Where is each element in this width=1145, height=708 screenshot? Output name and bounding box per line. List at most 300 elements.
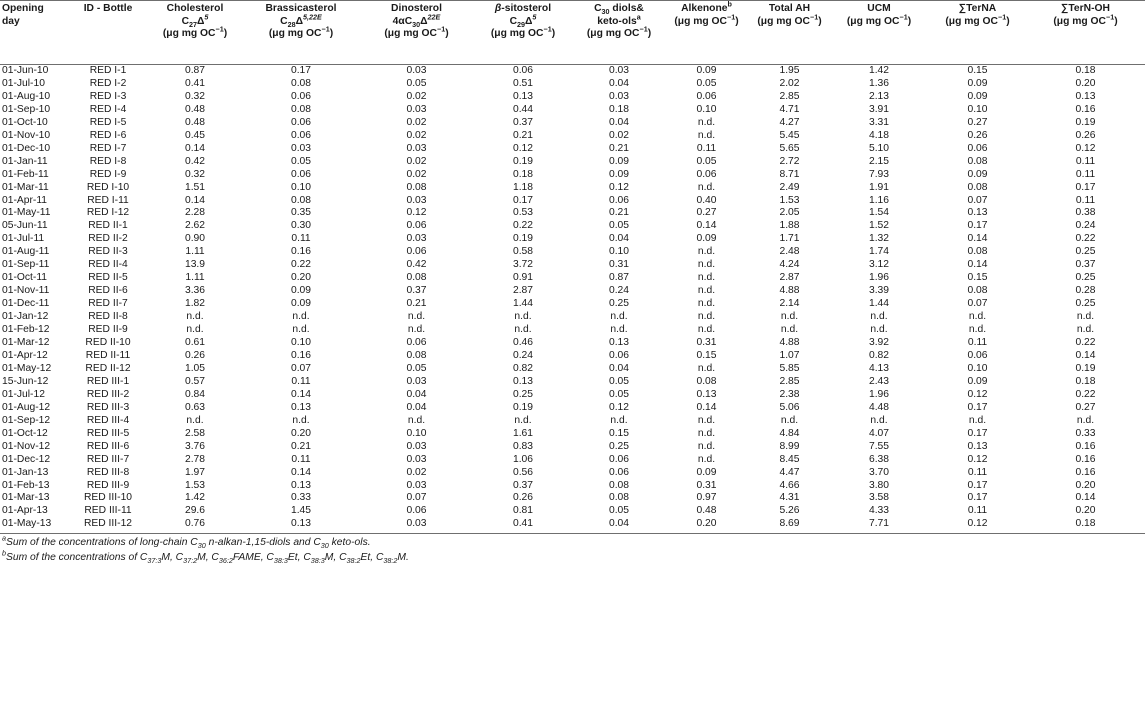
cell-ternoh: 0.33 (1075, 427, 1096, 439)
cell-ucm: 1.96 (868, 388, 890, 400)
cell-bras: 0.20 (290, 272, 312, 284)
cell-sito: 3.72 (512, 259, 534, 271)
cell-terna: 0.13 (967, 207, 988, 219)
cell-diol: n.d. (610, 311, 628, 323)
cell-diol: 0.25 (608, 440, 630, 452)
cell-ucm: 3.70 (868, 466, 890, 478)
cell-chol: 2.28 (184, 207, 206, 219)
cell-alk: 0.10 (696, 103, 717, 115)
cell-chol: 3.36 (184, 285, 206, 297)
cell-bras: 0.13 (290, 479, 312, 491)
cell-day: 01-Nov-10 (2, 129, 51, 141)
table-row (0, 441, 1145, 454)
cell-tah: 2.38 (779, 388, 800, 400)
cell-bras: 0.10 (290, 181, 312, 193)
cell-alk: n.d. (697, 362, 716, 374)
cell-bras: n.d. (292, 324, 310, 336)
cell-sito: 0.58 (512, 246, 534, 258)
cell-alk: 0.13 (696, 388, 717, 400)
cell-chol: 0.61 (184, 337, 206, 349)
cell-diol: 0.09 (608, 155, 630, 167)
cell-bras: 0.16 (290, 349, 312, 361)
table-row (0, 130, 1145, 143)
table-row (0, 143, 1145, 156)
cell-ucm: 1.91 (868, 181, 890, 193)
cell-chol: 0.76 (184, 518, 206, 530)
cell-bras: 0.06 (290, 90, 312, 102)
cell-diol: 0.10 (608, 246, 630, 258)
cell-id: RED II-6 (88, 285, 128, 297)
cell-day: 01-Mar-12 (2, 337, 50, 349)
cell-chol: 0.84 (184, 388, 206, 400)
cell-alk: n.d. (697, 453, 716, 465)
cell-dino: 0.06 (406, 220, 427, 232)
cell-sito: 0.13 (512, 90, 534, 102)
table-row (0, 363, 1145, 376)
table-row (0, 428, 1145, 441)
cell-chol: 0.63 (184, 401, 206, 413)
cell-ternoh: 0.17 (1075, 181, 1096, 193)
table-row (0, 220, 1145, 233)
table-row (0, 272, 1145, 285)
table-row (0, 169, 1145, 182)
cell-id: RED II-1 (88, 220, 128, 232)
cell-alk: n.d. (697, 181, 716, 193)
cell-ucm: 1.54 (868, 207, 890, 219)
cell-id: RED I-5 (89, 116, 127, 128)
table-header (0, 1, 1145, 65)
cell-dino: 0.04 (406, 401, 427, 413)
cell-alk: n.d. (697, 285, 716, 297)
header-row (0, 1, 1145, 65)
cell-tah: n.d. (780, 311, 799, 323)
cell-bras: n.d. (292, 311, 310, 323)
cell-chol: n.d. (186, 414, 204, 426)
cell-day: 15-Jun-12 (2, 375, 49, 387)
cell-ternoh: 0.25 (1075, 298, 1096, 310)
cell-dino: 0.02 (406, 168, 427, 180)
cell-sito: 0.53 (512, 207, 534, 219)
cell-ternoh: 0.20 (1075, 479, 1096, 491)
cell-bras: 0.21 (290, 440, 312, 452)
cell-chol: n.d. (186, 324, 204, 336)
cell-sito: 1.44 (512, 298, 534, 310)
cell-diol: 0.04 (608, 77, 630, 89)
footnote-a: $^a$Sum of the concentrations of long-chain $C_{30}$ n-alkan-1,15-diols and $C_{30}$ keto-ols. (2, 533, 371, 551)
cell-day: 01-Sep-12 (2, 414, 51, 426)
cell-tah: n.d. (780, 324, 799, 336)
cell-dino: 0.06 (406, 337, 427, 349)
cell-tah: 1.53 (779, 194, 800, 206)
cell-tah: 5.06 (779, 401, 800, 413)
cell-terna: 0.08 (967, 285, 988, 297)
table-row (0, 311, 1145, 324)
cell-alk: 0.40 (696, 194, 717, 206)
cell-terna: 0.14 (967, 259, 988, 271)
cell-id: RED I-3 (89, 90, 127, 102)
cell-dino: 0.08 (406, 349, 427, 361)
cell-chol: 1.97 (184, 466, 206, 478)
cell-diol: 0.05 (608, 505, 630, 517)
cell-alk: 0.09 (696, 233, 717, 245)
cell-diol: 0.06 (608, 194, 630, 206)
cell-bras: 0.20 (290, 427, 312, 439)
cell-day: 01-May-12 (2, 362, 52, 374)
cell-terna: 0.26 (967, 129, 988, 141)
column-header-ucm: UCM (μg mg $OC^{-1}$) (846, 3, 912, 27)
cell-bras: 0.10 (290, 337, 312, 349)
cell-diol: 0.09 (608, 168, 630, 180)
cell-terna: 0.15 (967, 272, 988, 284)
cell-alk: 0.06 (696, 90, 717, 102)
cell-terna: 0.17 (967, 492, 988, 504)
cell-day: 01-Apr-12 (2, 349, 48, 361)
cell-diol: 0.21 (608, 207, 630, 219)
column-header-tah: Total AH (μg mg $OC^{-1}$) (757, 3, 822, 27)
cell-ternoh: 0.20 (1075, 77, 1096, 89)
cell-chol: 0.87 (184, 65, 206, 76)
table-row (0, 376, 1145, 389)
cell-ternoh: 0.11 (1075, 194, 1096, 206)
table-row (0, 117, 1145, 130)
cell-alk: 0.20 (696, 518, 717, 530)
column-header-diol: $C_{30}$ diols& keto-ols$^a$ (μg mg $OC^{-1}$) (586, 3, 652, 40)
cell-alk: 0.09 (696, 65, 717, 76)
cell-sito: 0.51 (512, 77, 534, 89)
table-row (0, 182, 1145, 195)
cell-chol: 2.58 (184, 427, 206, 439)
cell-ucm: 1.32 (868, 233, 890, 245)
cell-terna: 0.12 (967, 388, 988, 400)
table-row (0, 91, 1145, 104)
cell-dino: 0.05 (406, 77, 427, 89)
cell-tah: 5.26 (779, 505, 800, 517)
cell-ucm: 3.92 (868, 337, 890, 349)
cell-diol: 0.04 (608, 116, 630, 128)
cell-dino: 0.03 (406, 479, 427, 491)
cell-sito: 0.06 (512, 65, 534, 76)
cell-bras: 0.11 (291, 233, 311, 245)
cell-tah: 2.85 (779, 90, 800, 102)
table-row (0, 259, 1145, 272)
cell-tah: 2.48 (779, 246, 800, 258)
table-row (0, 246, 1145, 259)
cell-diol: 0.06 (608, 349, 630, 361)
cell-terna: n.d. (968, 324, 987, 336)
table-row (0, 156, 1145, 169)
cell-dino: n.d. (407, 414, 426, 426)
cell-ucm: 1.96 (868, 272, 890, 284)
cell-day: 01-Oct-10 (2, 116, 48, 128)
cell-day: 01-May-13 (2, 518, 52, 530)
cell-sito: 0.91 (512, 272, 534, 284)
column-header-dino: Dinosterol $4\alpha C_{30}\Delta^{22E}$ (μg mg $OC^{-1}$) (384, 3, 449, 40)
cell-bras: 1.45 (290, 505, 312, 517)
cell-id: RED II-9 (88, 324, 128, 336)
cell-bras: 0.11 (291, 375, 311, 387)
cell-day: 01-Sep-11 (2, 259, 50, 271)
cell-tah: 4.84 (779, 427, 800, 439)
cell-diol: 0.18 (608, 103, 630, 115)
cell-alk: 0.08 (696, 375, 717, 387)
cell-dino: 0.10 (406, 427, 427, 439)
cell-ucm: 1.52 (868, 220, 890, 232)
cell-chol: 29.6 (184, 505, 206, 517)
cell-alk: 0.11 (696, 142, 717, 154)
cell-tah: 4.88 (779, 285, 800, 297)
cell-chol: 3.76 (184, 440, 206, 452)
cell-tah: 2.14 (779, 298, 800, 310)
cell-ternoh: 0.19 (1075, 362, 1096, 374)
cell-alk: 0.05 (696, 155, 717, 167)
cell-id: RED I-7 (89, 142, 127, 154)
cell-tah: 2.85 (779, 375, 800, 387)
cell-bras: 0.11 (291, 453, 311, 465)
cell-id: RED III-5 (86, 427, 130, 439)
cell-dino: 0.03 (406, 103, 427, 115)
cell-bras: 0.17 (290, 65, 312, 76)
cell-id: RED III-7 (86, 453, 130, 465)
column-header-terna: ∑TerNA (μg mg $OC^{-1}$) (945, 3, 1010, 27)
cell-ucm: 7.93 (868, 168, 890, 180)
cell-ternoh: 0.18 (1075, 375, 1096, 387)
cell-ternoh: 0.22 (1075, 337, 1096, 349)
cell-alk: n.d. (697, 246, 716, 258)
cell-dino: 0.03 (406, 194, 427, 206)
cell-alk: n.d. (697, 440, 716, 452)
cell-terna: 0.09 (967, 90, 988, 102)
cell-tah: 5.45 (779, 129, 800, 141)
cell-chol: 0.14 (184, 142, 206, 154)
cell-day: 01-Nov-11 (2, 285, 50, 297)
cell-bras: 0.07 (290, 362, 312, 374)
table-row (0, 207, 1145, 220)
cell-bras: 0.14 (290, 466, 312, 478)
cell-tah: 8.69 (779, 518, 800, 530)
cell-terna: 0.10 (967, 103, 988, 115)
cell-tah: 4.31 (779, 492, 800, 504)
cell-day: 01-Oct-11 (2, 272, 48, 284)
cell-ternoh: 0.22 (1075, 388, 1096, 400)
cell-chol: 0.26 (184, 349, 206, 361)
cell-diol: 0.03 (608, 90, 630, 102)
cell-terna: 0.27 (967, 116, 988, 128)
cell-dino: 0.03 (406, 518, 427, 530)
column-header-alk: Alkenone$^b$ (μg mg $OC^{-1}$) (674, 0, 739, 27)
cell-chol: 0.45 (184, 129, 206, 141)
cell-bras: 0.30 (290, 220, 312, 232)
cell-sito: n.d. (514, 324, 532, 336)
footnote-b: $^b$Sum of the concentrations of $C_{37:3}M$, $C_{37:2}M$, $C_{36:2}FAME$, $C_{38:3}Et$, $C_{38:3}M$, $C_{38:2}Et$, $C_{38:2}M$. (2, 548, 409, 566)
cell-dino: 0.06 (406, 246, 427, 258)
cell-tah: 4.27 (779, 116, 800, 128)
cell-ucm: 7.55 (868, 440, 890, 452)
cell-chol: 1.82 (184, 298, 206, 310)
cell-tah: 2.05 (779, 207, 800, 219)
cell-diol: 0.05 (608, 220, 630, 232)
table-row (0, 104, 1145, 117)
cell-chol: 13.9 (184, 259, 206, 271)
cell-day: 01-Sep-10 (2, 103, 51, 115)
cell-bras: 0.14 (290, 388, 312, 400)
cell-terna: 0.09 (967, 77, 988, 89)
cell-sito: 0.26 (512, 492, 534, 504)
cell-alk: n.d. (697, 129, 716, 141)
cell-chol: 0.48 (184, 103, 206, 115)
cell-dino: 0.02 (406, 129, 427, 141)
cell-bras: 0.22 (290, 259, 312, 271)
cell-ternoh: 0.14 (1075, 349, 1096, 361)
cell-dino: 0.03 (406, 65, 427, 76)
cell-tah: 8.99 (779, 440, 800, 452)
cell-ucm: n.d. (870, 311, 888, 323)
cell-dino: 0.05 (406, 362, 427, 374)
cell-ucm: 1.44 (868, 298, 890, 310)
cell-day: 01-Apr-11 (2, 194, 48, 206)
cell-terna: 0.06 (967, 349, 988, 361)
cell-diol: 0.06 (608, 453, 630, 465)
cell-ucm: 4.13 (868, 362, 890, 374)
cell-terna: n.d. (968, 311, 987, 323)
cell-day: 01-Jan-13 (2, 466, 49, 478)
cell-ternoh: 0.27 (1075, 401, 1096, 413)
cell-tah: 4.24 (779, 259, 800, 271)
table-body (0, 65, 1145, 534)
cell-ternoh: 0.16 (1075, 466, 1096, 478)
cell-bras: 0.08 (290, 103, 312, 115)
cell-sito: 0.24 (512, 349, 534, 361)
cell-ucm: 2.15 (868, 155, 890, 167)
cell-day: 01-Feb-11 (2, 168, 49, 180)
cell-ucm: 6.38 (868, 453, 890, 465)
cell-bras: 0.35 (290, 207, 312, 219)
cell-tah: 2.49 (779, 181, 800, 193)
cell-ternoh: 0.38 (1075, 207, 1096, 219)
cell-alk: n.d. (697, 427, 716, 439)
cell-chol: 2.78 (184, 453, 206, 465)
cell-day: 01-Mar-11 (2, 181, 49, 193)
cell-chol: 0.48 (184, 116, 206, 128)
cell-chol: n.d. (186, 311, 204, 323)
cell-ucm: 0.82 (868, 349, 890, 361)
cell-dino: 0.02 (406, 116, 427, 128)
cell-id: RED III-6 (86, 440, 130, 452)
cell-diol: 0.21 (608, 142, 630, 154)
cell-alk: n.d. (697, 298, 716, 310)
table-row (0, 337, 1145, 350)
cell-sito: 0.17 (512, 194, 534, 206)
cell-id: RED III-12 (83, 518, 133, 530)
cell-id: RED I-6 (89, 129, 127, 141)
cell-terna: 0.08 (967, 181, 988, 193)
cell-id: RED II-5 (88, 272, 128, 284)
cell-sito: 0.82 (512, 362, 534, 374)
cell-day: 01-Jun-10 (2, 65, 49, 76)
cell-diol: 0.06 (608, 466, 630, 478)
cell-ucm: 4.18 (868, 129, 890, 141)
cell-dino: 0.12 (406, 207, 427, 219)
cell-terna: 0.13 (967, 440, 988, 452)
cell-dino: n.d. (407, 311, 426, 323)
cell-sito: 0.21 (512, 129, 534, 141)
cell-id: RED III-10 (83, 492, 133, 504)
table-row (0, 350, 1145, 363)
cell-dino: n.d. (407, 324, 426, 336)
cell-ucm: n.d. (870, 324, 888, 336)
cell-ucm: 1.16 (868, 194, 890, 206)
cell-alk: 0.31 (696, 337, 717, 349)
cell-dino: 0.03 (406, 375, 427, 387)
cell-ucm: 4.07 (868, 427, 890, 439)
cell-alk: n.d. (697, 311, 716, 323)
cell-bras: 0.13 (290, 518, 312, 530)
cell-id: RED II-10 (85, 337, 131, 349)
cell-alk: n.d. (697, 414, 716, 426)
cell-day: 01-Aug-12 (2, 401, 51, 413)
cell-ternoh: 0.12 (1075, 142, 1096, 154)
cell-day: 01-Apr-13 (2, 505, 48, 517)
cell-terna: 0.17 (967, 401, 988, 413)
cell-alk: n.d. (697, 116, 716, 128)
cell-bras: 0.33 (290, 492, 312, 504)
cell-tah: 4.71 (779, 103, 800, 115)
column-header-ternoh: ∑TerN-OH (μg mg $OC^{-1}$) (1053, 3, 1118, 27)
cell-chol: 1.51 (184, 181, 206, 193)
cell-ternoh: 0.18 (1075, 518, 1096, 530)
table-row (0, 505, 1145, 518)
cell-dino: 0.37 (406, 285, 427, 297)
cell-dino: 0.06 (406, 505, 427, 517)
cell-sito: 0.18 (512, 168, 534, 180)
cell-day: 01-Dec-10 (2, 142, 51, 154)
cell-sito: 0.44 (512, 103, 534, 115)
cell-diol: 0.08 (608, 492, 630, 504)
cell-tah: 1.71 (779, 233, 800, 245)
cell-id: RED I-1 (89, 65, 127, 76)
cell-diol: 0.12 (608, 181, 630, 193)
column-header-bras: Brassicasterol $C_{28}\Delta^{5,22E}$ (μg mg $OC^{-1}$) (265, 3, 337, 40)
cell-ucm: 2.43 (868, 375, 890, 387)
cell-ternoh: 0.26 (1075, 129, 1096, 141)
cell-tah: 1.07 (779, 349, 800, 361)
cell-ternoh: 0.24 (1075, 220, 1096, 232)
cell-terna: 0.07 (967, 298, 988, 310)
cell-sito: 0.19 (512, 401, 534, 413)
cell-diol: n.d. (610, 324, 628, 336)
cell-alk: 0.97 (696, 492, 717, 504)
cell-bras: n.d. (292, 414, 310, 426)
cell-tah: 8.71 (779, 168, 800, 180)
cell-dino: 0.21 (406, 298, 427, 310)
cell-ucm: 3.91 (868, 103, 890, 115)
cell-chol: 0.57 (184, 375, 206, 387)
cell-id: RED III-4 (86, 414, 130, 426)
cell-chol: 0.32 (184, 168, 206, 180)
cell-sito: 0.37 (512, 116, 534, 128)
cell-terna: 0.17 (967, 220, 988, 232)
column-header-sito: β-sitosterol $C_{29}\Delta^5$ (μg mg $OC^{-1}$) (490, 3, 556, 40)
cell-diol: 0.12 (608, 401, 630, 413)
cell-sito: n.d. (514, 414, 532, 426)
cell-sito: n.d. (514, 311, 532, 323)
table-row (0, 195, 1145, 208)
table-row (0, 467, 1145, 480)
cell-chol: 1.42 (184, 492, 206, 504)
cell-id: RED III-8 (86, 466, 130, 478)
cell-day: 01-Nov-12 (2, 440, 51, 452)
cell-day: 01-May-11 (2, 207, 51, 219)
cell-ucm: 3.31 (868, 116, 890, 128)
